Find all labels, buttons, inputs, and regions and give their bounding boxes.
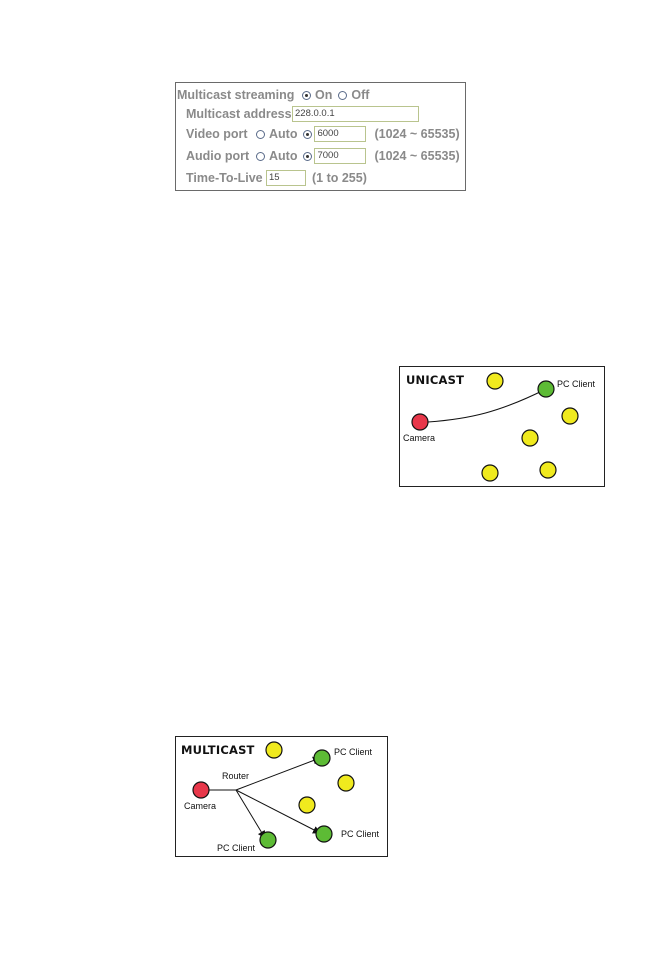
multicast-client-label: PC Client <box>341 829 380 839</box>
multicast-streaming-label: Multicast streaming <box>177 88 295 102</box>
unicast-camera-label: Camera <box>403 433 436 443</box>
idle-node <box>522 430 538 446</box>
multicast-client-label: PC Client <box>334 747 373 757</box>
video-port-input[interactable]: 6000 <box>314 126 366 142</box>
unicast-stream-arrow <box>428 389 546 422</box>
pc-client-node <box>260 832 276 848</box>
multicast-address-input[interactable]: 228.0.0.1 <box>292 106 419 122</box>
radio-off-icon <box>338 91 347 100</box>
unicast-diagram <box>399 366 605 487</box>
idle-node <box>487 373 503 389</box>
idle-node <box>266 742 282 758</box>
video-port-auto-label: Auto <box>269 127 298 141</box>
unicast-title: UNICAST <box>406 373 465 387</box>
audio-port-auto-label: Auto <box>269 149 298 163</box>
pc-client-node <box>538 381 554 397</box>
ttl-range: (1 to 255) <box>312 171 367 185</box>
radio-on-icon <box>302 91 311 100</box>
streaming-off-radio[interactable] <box>338 88 369 102</box>
multicast-settings-panel <box>175 82 466 191</box>
idle-nodes <box>482 373 578 481</box>
streaming-on-label: On <box>315 88 333 102</box>
audio-port-row <box>186 147 460 165</box>
router-label: Router <box>222 771 250 781</box>
audio-port-auto-radio[interactable] <box>256 149 297 163</box>
multicast-camera-label: Camera <box>184 801 217 811</box>
audio-port-label: Audio port <box>186 149 250 163</box>
ttl-input[interactable]: 15 <box>266 170 306 186</box>
multicast-streaming-row <box>177 86 375 104</box>
video-port-range: (1024 ~ 65535) <box>374 127 460 141</box>
multicast-address-row <box>186 105 419 123</box>
video-port-row <box>186 125 460 143</box>
ttl-label: Time-To-Live <box>186 171 263 185</box>
camera-node <box>412 414 428 430</box>
streaming-on-radio[interactable] <box>302 88 332 102</box>
pc-client-node <box>316 826 332 842</box>
idle-node <box>562 408 578 424</box>
idle-node <box>299 797 315 813</box>
unicast-client-label: PC Client <box>557 379 596 389</box>
idle-node <box>540 462 556 478</box>
idle-node <box>338 775 354 791</box>
audio-port-range: (1024 ~ 65535) <box>374 149 460 163</box>
radio-off-icon <box>256 130 265 139</box>
idle-node <box>482 465 498 481</box>
radio-off-icon <box>256 152 265 161</box>
multicast-address-label: Multicast address <box>186 107 292 121</box>
multicast-client-label: PC Client <box>217 843 256 853</box>
audio-port-input[interactable]: 7000 <box>314 148 366 164</box>
video-port-label: Video port <box>186 127 248 141</box>
video-port-auto-radio[interactable] <box>256 127 297 141</box>
multicast-title: MULTICAST <box>181 743 255 757</box>
ttl-row <box>186 169 367 187</box>
streaming-off-label: Off <box>351 88 370 102</box>
video-port-manual-radio[interactable] <box>303 130 312 139</box>
camera-node <box>193 782 209 798</box>
pc-client-node <box>314 750 330 766</box>
multicast-diagram <box>175 736 388 857</box>
audio-port-manual-radio[interactable] <box>303 152 312 161</box>
